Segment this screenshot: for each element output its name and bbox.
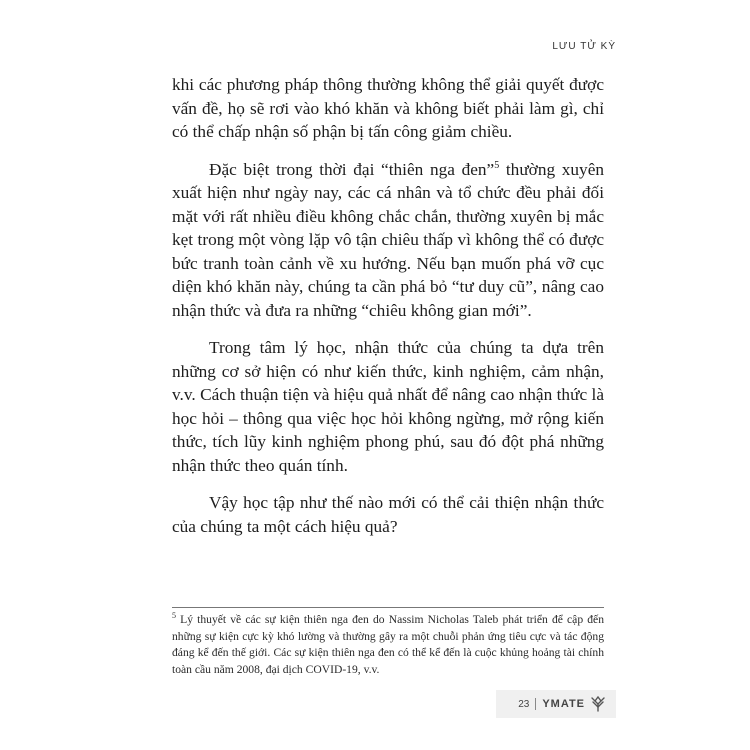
body-text bbox=[172, 73, 604, 552]
footnote-divider bbox=[172, 607, 604, 608]
footnote-reference[interactable]: 5 bbox=[494, 159, 500, 171]
paragraph-1: khi các phương pháp thông thường không thể giải quyết được vấn đề, họ sẽ rơi vào khó khăn và không biết phải làm gì, chỉ có thể chấp nhận số phận bị tấn công giảm chiều. bbox=[172, 75, 604, 141]
footnote bbox=[172, 612, 604, 678]
paragraph-4: Vậy học tập như thế nào mới có thể cải thiện nhận thức của chúng ta một cách hiệu quả? bbox=[172, 493, 604, 536]
footer-divider bbox=[535, 698, 536, 710]
publisher-name: YMATE bbox=[542, 698, 585, 710]
page-number: 23 bbox=[518, 698, 530, 710]
paragraph-2-start: Đặc biệt trong thời đại “thiên nga đen” bbox=[209, 159, 495, 179]
page-footer bbox=[496, 690, 616, 718]
footnote-marker: 5 bbox=[172, 611, 176, 621]
ymate-logo-icon bbox=[590, 696, 606, 712]
book-page bbox=[146, 22, 616, 728]
paragraph-2-rest: thường xuyên xuất hiện như ngày nay, các cá nhân và tổ chức đều phải đối mặt với rất nhiều điều không chắc chắn, thường xuyên bị mắc kẹt trong một vòng lặp vô tận chiêu thấp vì không thể có được bức tranh toàn cảnh về xu hướng. Nếu bạn muốn phá vỡ cục diện khó khăn này, chúng ta cần phá bỏ “tư duy cũ”, nâng cao nhận thức và đưa ra những “chiêu không gian mới”. bbox=[172, 159, 605, 320]
paragraph-2 bbox=[172, 158, 604, 323]
running-head-title: LƯU TỬ KỲ bbox=[552, 41, 616, 52]
footnote-text: Lý thuyết về các sự kiện thiên nga đen do Nassim Nicholas Taleb phát triển để cập đến những sự kiện cực kỳ khó lường và thường gây ra một chuỗi phản ứng tiêu cực và tác động đáng kể đến thế giới. Các sự kiện thiên nga đen có thể kể đến là cuộc khủng hoảng tài chính toàn cầu năm 2008, đại dịch COVID-19, v.v. bbox=[172, 613, 604, 676]
paragraph-3: Trong tâm lý học, nhận thức của chúng ta dựa trên những cơ sở hiện có như kiến thức, kinh nghiệm, cảm nhận, v.v. Cách thuận tiện và hiệu quả nhất để nâng cao nhận thức là học hỏi – thông qua việc học hỏi không ngừng, mở rộng kiến thức, tích lũy kinh nghiệm phong phú, sau đó đột phá những nhận thức theo quán tính. bbox=[172, 338, 604, 475]
